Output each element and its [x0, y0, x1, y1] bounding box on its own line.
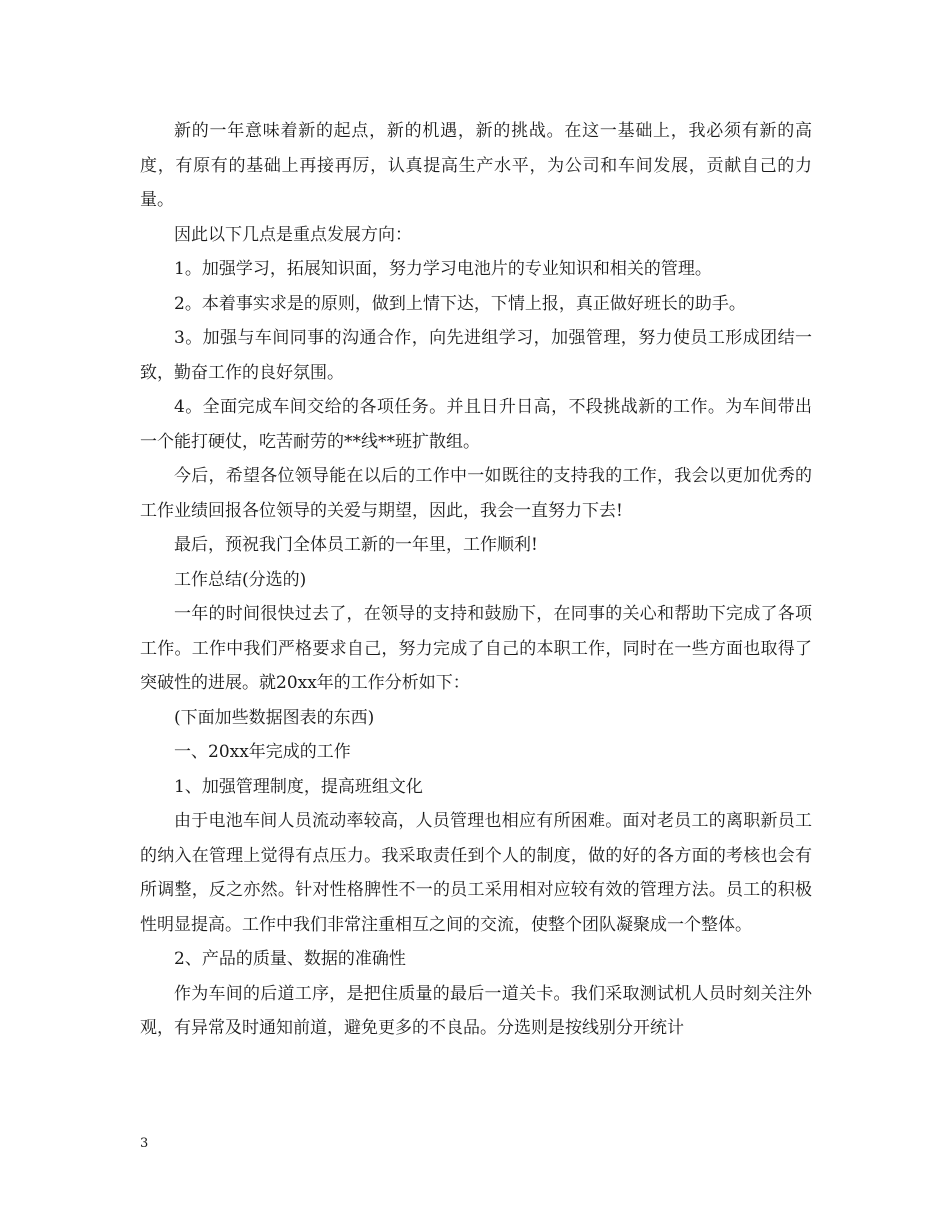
subsection-heading: 2、产品的质量、数据的准确性 [174, 949, 406, 969]
paragraph: 因此以下几点是重点发展方向： [174, 224, 412, 245]
page-number: 3 [140, 1136, 149, 1151]
list-item: 3。加强与车间同事的沟通合作，向先进组学习，加强管理，努力使员工形成团结一致，勤奋工作的良好氛围。 [140, 328, 812, 383]
section-heading: 一、20xx年完成的工作 [174, 742, 351, 762]
paragraph: 由于电池车间人员流动率较高，人员管理也相应有所困难。面对老员工的离职新员工的纳入在管理上觉得有点压力。我采取责任到个人的制度，做的好的各方面的考核也会有所调整，反之亦然。针对性格脾性不一的员工采用相对应较有效的管理方法。员工的积极性明显提高。工作中我们非常注重相互之间的交流，使整个团队凝聚成一个整体。 [140, 811, 812, 935]
paragraph: 一年的时间很快过去了，在领导的支持和鼓励下，在同事的关心和帮助下完成了各项工作。工作中我们严格要求自己，努力完成了自己的本职工作，同时在一些方面也取得了突破性的进展。就20xx年的工作分析如下： [140, 604, 812, 693]
paragraph: 最后，预祝我门全体员工新的一年里，工作顺利! [174, 535, 538, 555]
section-heading: 工作总结(分选的) [174, 569, 307, 590]
document-body [140, 114, 812, 1046]
paragraph: (下面加些数据图表的东西) [174, 707, 375, 728]
list-item: 4。全面完成车间交给的各项任务。并且日升日高，不段挑战新的工作。为车间带出一个能打硬仗，吃苦耐劳的**线**班扩散组。 [140, 397, 812, 452]
subsection-heading: 1、加强管理制度，提高班组文化 [174, 776, 423, 797]
list-item: 2。本着事实求是的原则，做到上情下达，下情上报，真正做好班长的助手。 [174, 293, 746, 314]
paragraph: 作为车间的后道工序，是把住质量的最后一道关卡。我们采取测试机人员时刻关注外观，有异常及时通知前道，避免更多的不良品。分选则是按线别分开统计 [140, 983, 812, 1038]
paragraph: 新的一年意味着新的起点，新的机遇，新的挑战。在这一基础上，我必须有新的高度，有原有的基础上再接再厉，认真提高生产水平，为公司和车间发展，贡献自己的力量。 [140, 121, 812, 210]
paragraph: 今后，希望各位领导能在以后的工作中一如既往的支持我的工作，我会以更加优秀的工作业绩回报各位领导的关爱与期望，因此，我会一直努力下去! [140, 466, 812, 521]
list-item: 1。加强学习，拓展知识面，努力学习电池片的专业知识和相关的管理。 [174, 259, 712, 279]
